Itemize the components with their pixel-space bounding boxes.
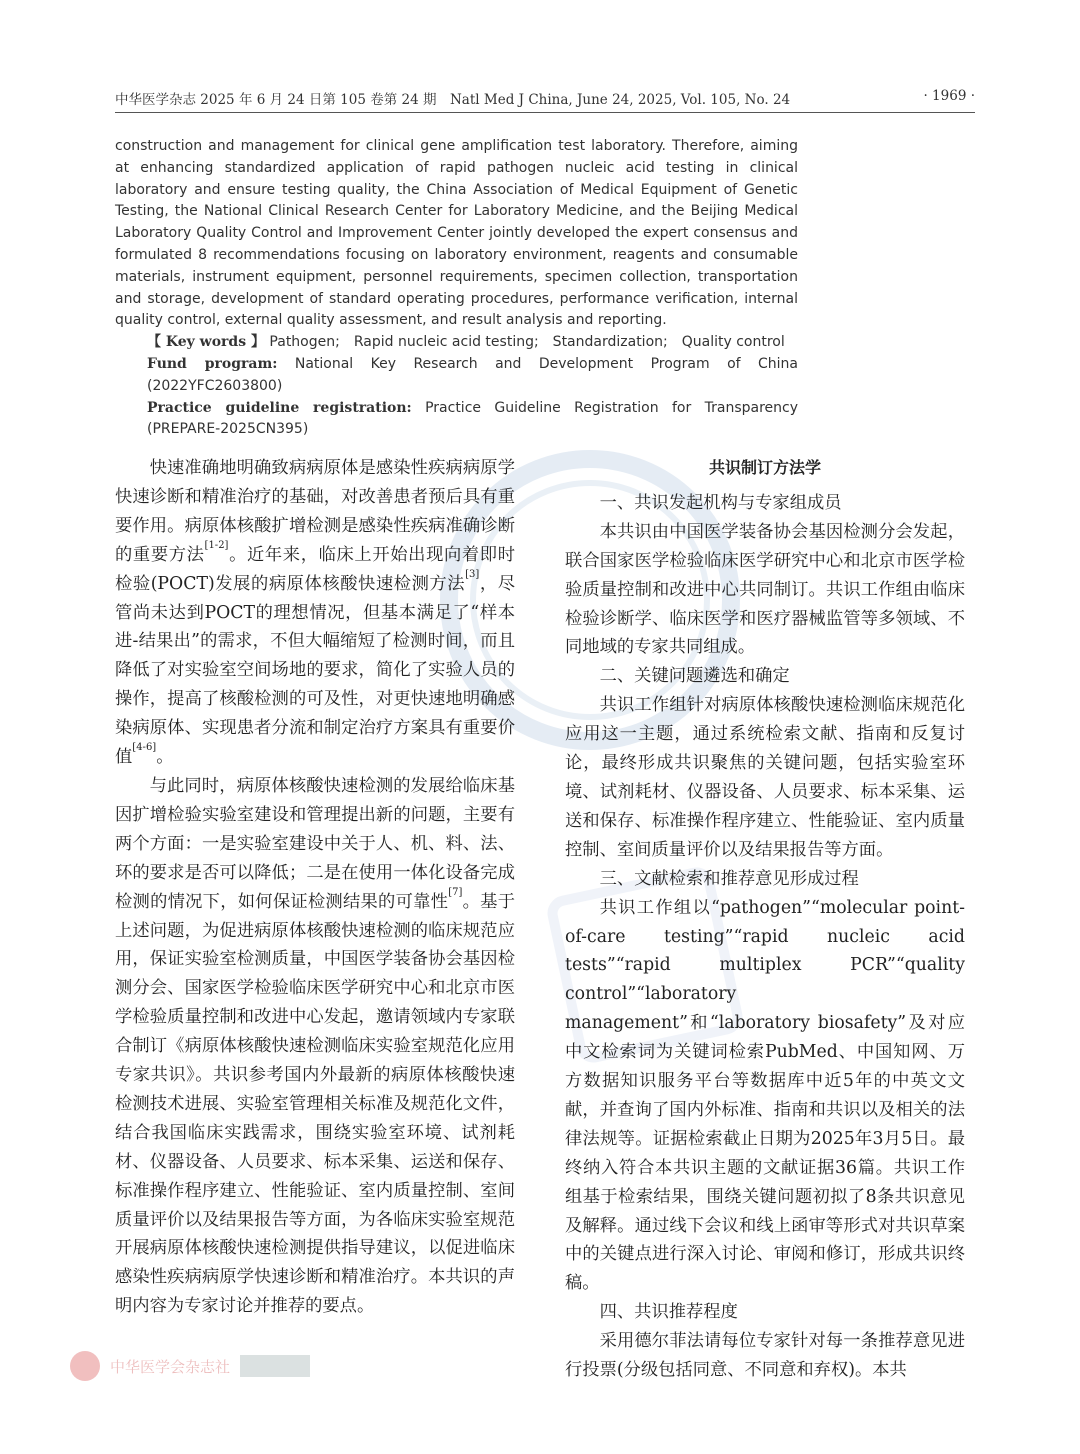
text-run: 与此同时，病原体核酸快速检测的发展给临床基因扩增检验实验室建设和管理提出新的问题，主要有两个方面：一是实验室建设中关于人、机、料、法、环的要求是否可以降低；二是在使用一体化设备完成检测的情况下，如何保证检测结果的可靠性 — [115, 775, 515, 912]
logo-block — [240, 1355, 310, 1377]
intro-paragraph-1 — [115, 454, 515, 772]
publisher-name: 中华医学会杂志社 — [110, 1357, 231, 1376]
subsection-heading-2: 二、关键问题遴选和确定 — [599, 666, 790, 687]
registration-text: Practice Guideline Registration for Transparency (PREPARE-2025CN395) — [147, 399, 798, 438]
methods-paragraph-2: 共识工作组针对病原体核酸快速检测临床规范化应用这一主题，通过系统检索文献、指南和反复讨论，最终形成共识聚焦的关键问题，包括实验室环境、试剂耗材、仪器设备、人员要求、标本采集、运送和保存、标准操作程序建立、性能验证、室内质量控制、室间质量评价以及结果报告等方面。 — [565, 695, 965, 860]
intro-paragraph-2 — [115, 772, 515, 1321]
running-header — [115, 88, 975, 110]
subsection-heading-4: 四、共识推荐程度 — [599, 1302, 738, 1323]
subsection-heading-1: 一、共识发起机构与专家组成员 — [599, 492, 842, 513]
methods-paragraph-3: 共识工作组以“pathogen”“molecular point-of-care testing”“rapid nucleic acid tests”“rapid multiplex PCR”“quality control”“laboratory management”和“laboratory biosafety”及对应中文检索词为关键词检索PubMed、中国知网、万方数据知识服务平台等数据库中近5年的中英文文献，并查询了国内外标准、指南和共识以及相关的法律法规等。证据检索截止日期为2025年3月5日。最终纳入符合本共识主题的文献证据36篇。共识工作组基于检索结果，围绕关键问题初拟了8条共识意见及解释。通过线下会议和线上函审等形式对共识草案中的关键点进行深入讨论、审阅和修订，形成共识终稿。 — [565, 897, 965, 1294]
text-run: 。基于上述问题，为促进病原体核酸快速检测的临床规范应用，保证实验室检测质量，中国医学装备协会基因检测分会、国家医学检验临床医学研究中心和北京市医学检验质量控制和改进中心发起，邀请领域内专家联合制订《病原体核酸快速检测临床实验室规范化应用专家共识》。共识参考国内外最新的病原体核酸快速检测技术进展、实验室管理相关标准及规范化文件，结合我国临床实践需求，围绕实验室环境、试剂耗材、仪器设备、人员要求、标本采集、运送和保存、标准操作程序建立、性能验证、室内质量控制、室间质量评价以及结果报告等方面，为各临床实验室规范开展病原体核酸快速检测提供指导建议，以促进临床感染性疾病病原学快速诊断和精准治疗。本共识的声明内容为专家讨论并推荐的要点。 — [115, 891, 515, 1317]
citation-ref: [4-6] — [132, 742, 157, 754]
fund-label: Fund program: — [147, 355, 278, 372]
methods-paragraph-1: 本共识由中国医学装备协会基因检测分会发起，联合国家医学检验临床医学研究中心和北京市医学检验质量控制和改进中心共同制订。共识工作组由临床检验诊断学、临床医学和医疗器械监管等多领域、不同地域的专家共同组成。 — [565, 521, 965, 658]
header-rule — [115, 112, 975, 113]
text-run: 。近年来，临床上开始出现向着即时检验(POCT)发展的病原体核酸快速检测方法 — [115, 544, 515, 594]
publisher-logo — [70, 1348, 310, 1384]
keywords-label: 【 Key words 】 — [147, 334, 265, 351]
keywords-line — [115, 332, 798, 354]
fund-text: National Key Research and Development Program of China (2022YFC2603800) — [147, 355, 798, 394]
registration-line — [115, 398, 798, 442]
flower-logo-icon — [70, 1351, 100, 1381]
keywords: Pathogen; Rapid nucleic acid testing; Standardization; Quality control — [269, 334, 785, 351]
english-abstract — [115, 136, 798, 441]
left-column — [115, 454, 515, 1321]
page-number: · 1969 · — [923, 88, 975, 104]
citation-ref: [3] — [465, 568, 480, 580]
abstract-text: construction and management for clinical gene amplification test laboratory. Therefore, aiming at enhancing standardized application of rapid pathogen nucleic acid testing in clinical laboratory and ensure testing quality, the China Association of Medical Equipment of Genetic Testing, the National Clinical Research Center for Laboratory Medicine, and the Beijing Medical Laboratory Quality Control and Improvement Center jointly developed the expert consensus and formulated 8 recommendations focusing on laboratory environment, reagents and consumable materials, instrument equipment, personnel requirements, specimen collection, transportation and storage, development of standard operating procedures, performance verification, internal quality control, external quality assessment, and result analysis and reporting. — [115, 138, 798, 329]
text-run: 。 — [156, 747, 174, 768]
subsection-heading-3: 三、文献检索和推荐意见形成过程 — [599, 868, 859, 889]
registration-label: Practice guideline registration: — [147, 399, 412, 416]
fund-line — [115, 354, 798, 398]
citation-ref: [1-2] — [204, 539, 229, 551]
methods-paragraph-4: 采用德尔菲法请每位专家针对每一条推荐意见进行投票(分级包括同意、不同意和弃权)。本共 — [565, 1331, 965, 1381]
right-column — [565, 454, 965, 1385]
text-run: ，尽管尚未达到POCT的理想情况，但基本满足了“样本进-结果出”的需求，不但大幅缩短了检测时间，而且降低了对实验室空间场地的要求，简化了实验人员的操作，提高了核酸检测的可及性，对更快速地明确感染病原体、实现患者分流和制定治疗方案具有重要价值 — [115, 573, 515, 768]
section-title: 共识制订方法学 — [708, 458, 821, 477]
text-run: 快速准确地明确致病病原体是感染性疾病病原学快速诊断和精准治疗的基础，对改善患者预后具有重要作用。病原体核酸扩增检测是感染性疾病准确诊断的重要方法 — [115, 458, 515, 565]
citation-ref: [7] — [448, 886, 463, 898]
journal-citation: 中华医学杂志 2025 年 6 月 24 日第 105 卷第 24 期 Natl Med J China, June 24, 2025, Vol. 105, No. 24 — [115, 92, 791, 108]
